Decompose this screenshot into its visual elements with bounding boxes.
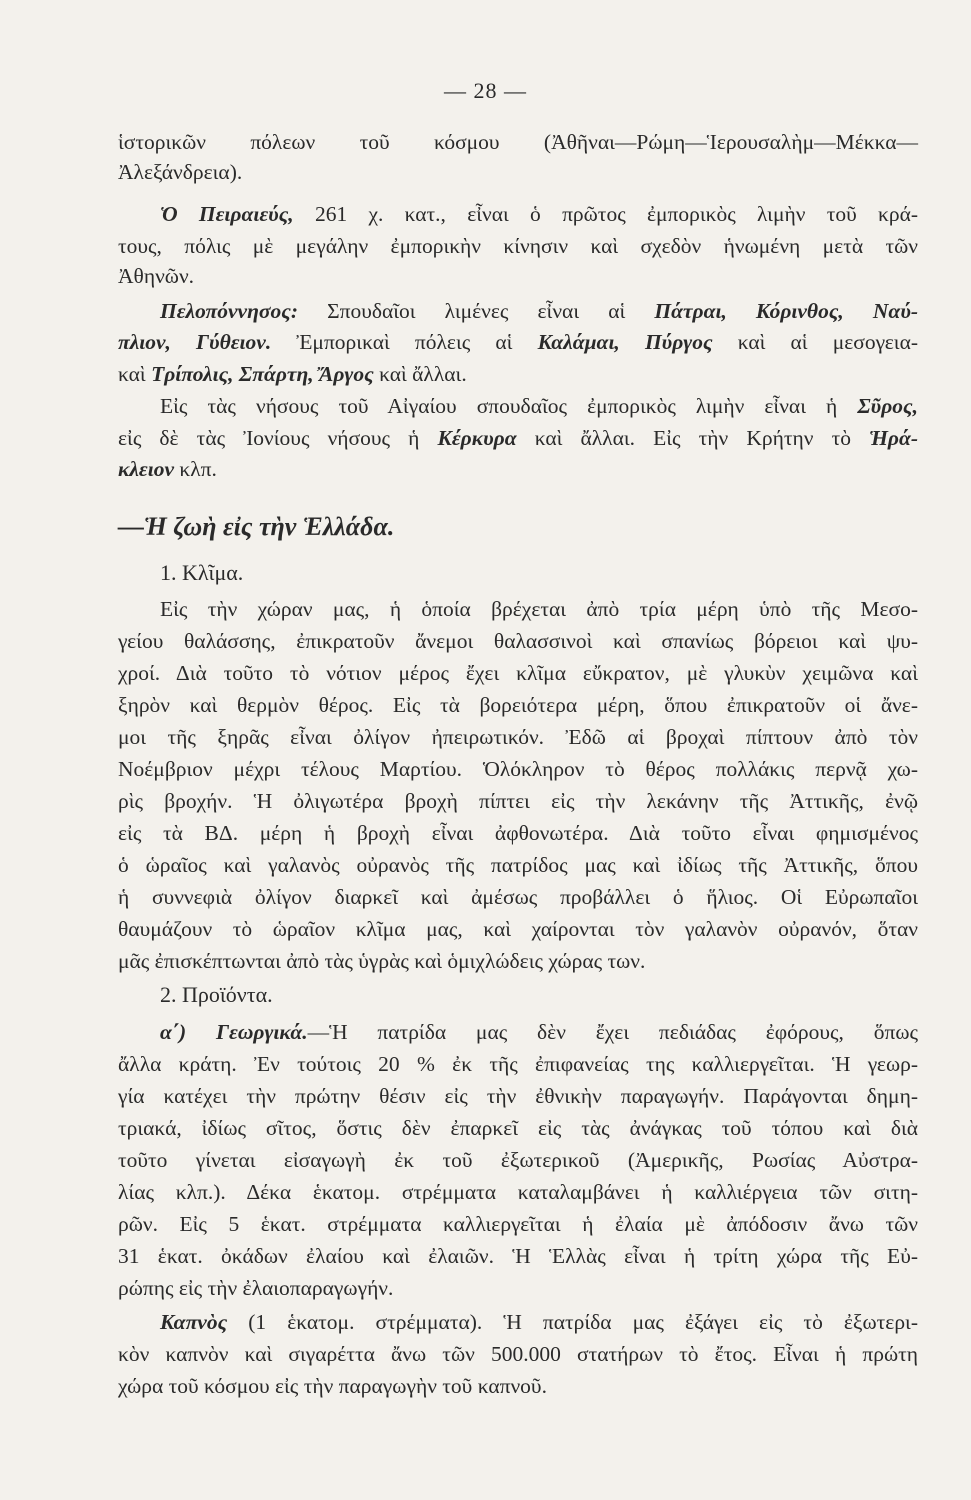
text-line: Νοέμβριον μέχρι τέλους Μαρτίου. Ὁλόκληρον τὸ θέρος πολλάκις περνᾷ χω-	[118, 757, 918, 781]
text-line	[118, 359, 918, 389]
text-line: τριακά, ἰδίως σῖτος, ὅστις δὲν ἐπαρκεῖ εἰς τὰς ἀνάγκας τοῦ τόπου καὶ διὰ	[118, 1116, 918, 1140]
text-line	[118, 157, 918, 187]
text-line: γία κατέχει τὴν πρώτην θέσιν εἰς τὴν ἐθνικὴν παραγωγήν. Παράγονται δημη-	[118, 1084, 918, 1108]
text-span: ἱστορικῶν πόλεων τοῦ κόσμου (Ἀθῆναι—Ρώμη—Ἱερουσαλὴμ—Μέκκα—	[118, 130, 918, 154]
text-span: Ἀθηνῶν.	[118, 264, 195, 288]
text-span: Ἀλεξάνδρεια).	[118, 160, 243, 184]
text-line: ὁ ὡραῖος καὶ γαλανὸς οὐρανὸς τῆς πατρίδος μας καὶ ἰδίως τῆς Ἀττικῆς, ὅπου	[118, 853, 918, 877]
text-span: Εἰς τὰς νήσους τοῦ Αἰγαίου σπουδαῖος ἐμπορικὸς λιμὴν εἶναι ἡ	[160, 394, 858, 418]
text-span: —Ἡ πατρίδα μας δὲν ἔχει πεδιάδας ἐφόρους, ὅπως	[307, 1020, 919, 1044]
text-line: μᾶς ἐπισκέπτωνται ἀπὸ τὰς ὑγρὰς καὶ ὁμιχλώδεις χώρας των.	[118, 949, 646, 973]
text-line	[118, 454, 918, 484]
text-line: ἡ συννεφιὰ ὀλίγον διαρκεῖ καὶ ἀμέσως προβάλλει ὁ ἥλιος. Οἱ Εὐρωπαῖοι	[118, 885, 918, 909]
section-heading: —Ἡ ζωὴ εἰς τὴν Ἑλλάδα.	[118, 512, 395, 541]
subsection-heading: 1. Κλῖμα.	[160, 560, 244, 585]
text-line	[118, 231, 918, 261]
text-line: λίας κλπ.). Δέκα ἑκατομ. στρέμματα καταλαμβάνει ἡ καλλιέργεια τῶν σιτη-	[118, 1180, 918, 1204]
text-span: καὶ ἄλλαι. Εἰς τὴν Κρήτην τὸ	[516, 426, 870, 450]
text-line: χώρα τοῦ κόσμου εἰς τὴν παραγωγὴν τοῦ καπνοῦ.	[118, 1374, 547, 1398]
place-name: Πάτραι, Κόρινθος, Ναύ-	[654, 299, 919, 323]
text-span: Σπουδαῖοι λιμένες εἶναι αἱ	[298, 299, 655, 323]
page-number: — 28 —	[444, 78, 527, 103]
text-line	[118, 423, 918, 453]
place-name: Κέρκυρα	[437, 426, 517, 450]
place-name: Σῦρος,	[857, 394, 918, 418]
place-name: Ὁ Πειραιεύς,	[160, 202, 294, 226]
text-span: καὶ	[118, 362, 152, 386]
text-line	[160, 1307, 918, 1337]
text-line: ρὶς βροχήν. Ἡ ὀλιγωτέρα βροχὴ πίπτει εἰς τὴν λεκάνην τῆς Ἀττικῆς, ἐνῷ	[118, 789, 918, 813]
text-line	[118, 327, 918, 357]
text-line	[160, 296, 918, 326]
text-line: χροί. Διὰ τοῦτο τὸ νότιον μέρος ἔχει κλῖμα εὔκρατον, μὲ γλυκὺν χειμῶνα καὶ	[118, 661, 918, 685]
text-span: εἰς δὲ τὰς Ἰονίους νήσους ἡ	[118, 426, 438, 450]
text-line: γείου θαλάσσης, ἐπικρατοῦν ἄνεμοι θαλασσινοὶ καὶ σπανίως βόρειοι καὶ ψυ-	[118, 629, 918, 653]
place-name: Τρίπολις, Σπάρτη, Ἄργος	[151, 362, 374, 386]
place-name: πλιον, Γύθειον.	[118, 330, 272, 354]
place-name: κλειον	[118, 457, 175, 481]
place-name: Ἡρά-	[869, 426, 919, 450]
region-name: Πελοπόννησος:	[160, 299, 298, 323]
text-line: θαυμάζουν τὸ ὡραῖον κλῖμα μας, καὶ χαίρονται τὸν γαλανὸν οὐρανόν, ὅταν	[118, 917, 918, 941]
text-span: καὶ αἱ μεσογεια-	[712, 330, 918, 354]
text-span: Ἐμπορικαὶ πόλεις αἱ	[271, 330, 538, 354]
text-line: ρώπης εἰς τὴν ἐλαιοπαραγωγήν.	[118, 1276, 394, 1300]
text-span: κλπ.	[174, 457, 217, 481]
text-line: ξηρὸν καὶ θερμὸν θέρος. Εἰς τὰ βορειότερα μέρη, ὅπου ἐπικρατοῦν οἱ ἄνε-	[118, 693, 918, 717]
product-name: Καπνὸς	[160, 1310, 228, 1334]
text-line	[160, 199, 918, 229]
text-line: κὸν καπνὸν καὶ σιγαρέττα ἄνω τῶν 500.000 στατήρων τὸ ἔτος. Εἶναι ἡ πρώτη	[118, 1342, 918, 1366]
text-span: (1 ἑκατομ. στρέμματα). Ἡ πατρίδα μας ἐξάγει εἰς τὸ ἐξωτερι-	[227, 1310, 918, 1334]
text-line: 31 ἑκατ. ὀκάδων ἐλαίου καὶ ἐλαιῶν. Ἡ Ἑλλὰς εἶναι ἡ τρίτη χώρα τῆς Εὐ-	[118, 1244, 918, 1268]
text-line: ἄλλα κράτη. Ἐν τούτοις 20 % ἐκ τῆς ἐπιφανείας της καλλιεργεῖται. Ἡ γεωρ-	[118, 1052, 918, 1076]
text-line: Εἰς τὴν χώραν μας, ἡ ὁποία βρέχεται ἀπὸ τρία μέρη ὑπὸ τῆς Μεσο-	[160, 597, 918, 621]
text-span: τους, πόλις μὲ μεγάλην ἐμπορικὴν κίνησιν καὶ σχεδὸν ἡνωμένη μετὰ τῶν	[118, 234, 918, 258]
text-line: εἰς τὰ ΒΔ. μέρη ἡ βροχὴ εἶναι ἀφθονωτέρα. Διὰ τοῦτο εἶναι φημισμένος	[118, 821, 918, 845]
text-span: καὶ ἄλλαι.	[373, 362, 467, 386]
category-name: α΄) Γεωργικά.	[160, 1020, 308, 1044]
text-line: ρῶν. Εἰς 5 ἑκατ. στρέμματα καλλιεργεῖται ἡ ἐλαία μὲ ἀπόδοσιν ἄνω τῶν	[118, 1212, 918, 1236]
place-name: Καλάμαι, Πύργος	[537, 330, 713, 354]
text-line	[160, 1017, 918, 1047]
text-line: μοι τῆς ξηρᾶς εἶναι ὀλίγον ἠπειρωτικόν. Ἐδῶ αἱ βροχαὶ πίπτουν ἀπὸ τὸν	[118, 725, 918, 749]
text-span: 261 χ. κατ., εἶναι ὁ πρῶτος ἐμπορικὸς λιμὴν τοῦ κρά-	[293, 202, 918, 226]
text-line	[118, 127, 918, 157]
subsection-heading: 2. Προϊόντα.	[160, 982, 273, 1007]
text-line	[118, 261, 918, 291]
text-line	[160, 391, 918, 421]
text-line: τοῦτο γίνεται εἰσαγωγὴ ἐκ τοῦ ἐξωτερικοῦ (Ἀμερικῆς, Ρωσίας Αὐστρα-	[118, 1148, 918, 1172]
